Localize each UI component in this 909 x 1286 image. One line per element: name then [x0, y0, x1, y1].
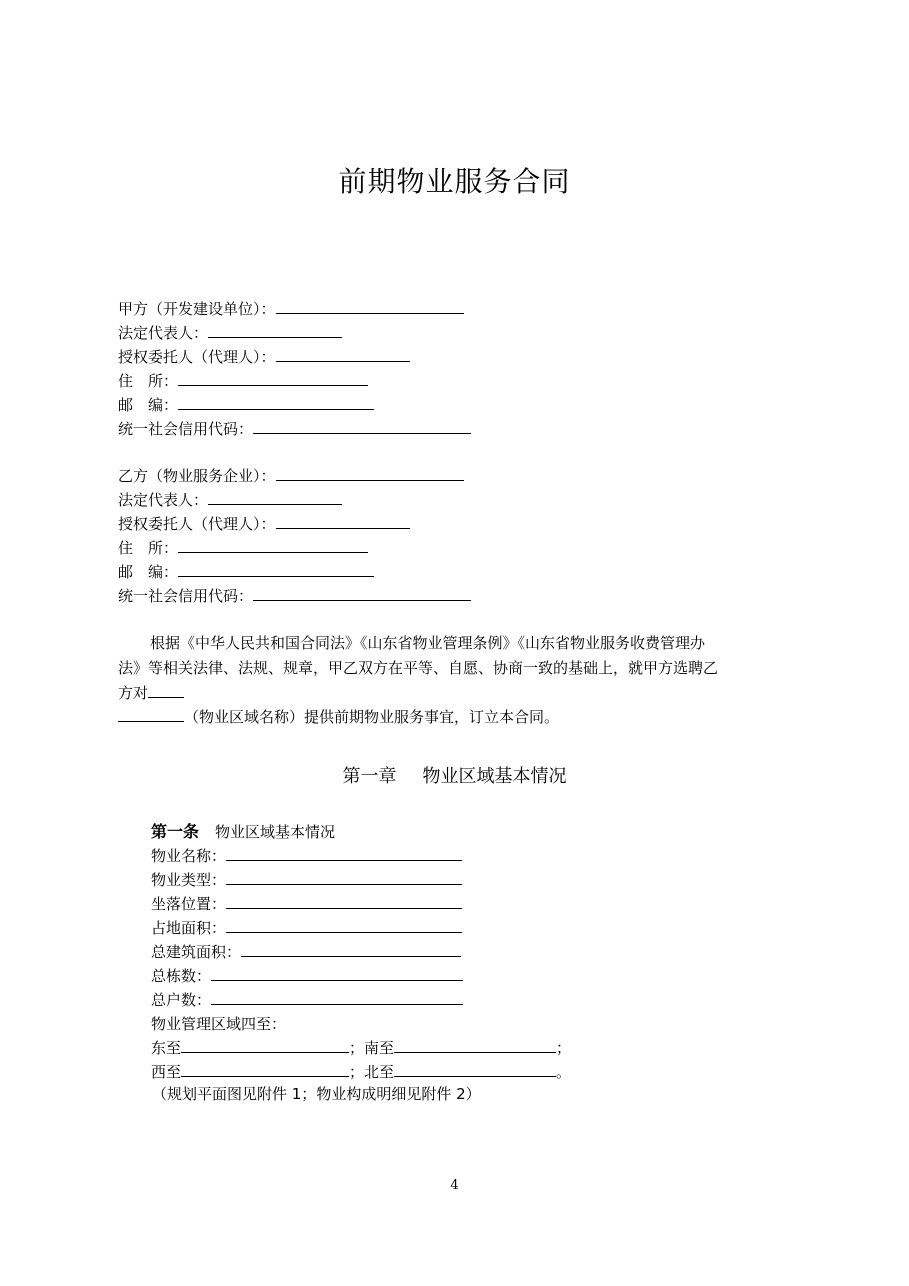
party-b-address-blank — [178, 538, 368, 553]
party-a-legal-rep-label: 法定代表人： — [118, 324, 209, 342]
field-property-type-label: 物业类型： — [151, 871, 227, 889]
party-b-credit-code — [118, 586, 471, 606]
field-buildings — [151, 966, 463, 986]
party-b-postcode-label: 邮 编： — [118, 563, 179, 581]
party-b-heading — [118, 466, 464, 486]
north-end: 。 — [556, 1063, 572, 1081]
intro-line-4-text: （物业区域名称）提供前期物业服务事宜，订立本合同。 — [184, 708, 560, 726]
party-a-agent-blank — [276, 347, 410, 362]
party-b-agent — [118, 514, 410, 534]
field-households — [151, 990, 463, 1010]
field-land-area-label: 占地面积： — [151, 919, 227, 937]
south-blank — [394, 1038, 556, 1053]
intro-line-4 — [118, 707, 559, 727]
party-b-address — [118, 538, 368, 558]
party-b-legal-rep-blank — [208, 490, 342, 505]
field-land-area — [151, 918, 462, 938]
field-property-name — [151, 846, 462, 866]
field-building-area-label: 总建筑面积： — [151, 943, 242, 961]
east-blank — [181, 1038, 349, 1053]
party-a-credit-code-blank — [253, 419, 471, 434]
party-b-agent-blank — [276, 514, 410, 529]
chapter-label: 第一章 — [342, 766, 397, 787]
intro-line-3-text: 方对 — [118, 684, 149, 702]
intro-line-3 — [118, 683, 184, 703]
party-b-legal-rep — [118, 490, 342, 510]
party-b-legal-rep-label: 法定代表人： — [118, 491, 209, 509]
party-b-postcode-blank — [178, 562, 374, 577]
party-a-postcode-blank — [178, 395, 374, 410]
party-a-address-blank — [178, 371, 368, 386]
party-b-address-label: 住 所： — [118, 539, 179, 557]
party-b-credit-code-blank — [253, 586, 471, 601]
field-location-blank — [226, 894, 462, 909]
south-label: ；南至 — [349, 1039, 395, 1057]
party-b-heading-label: 乙方（物业服务企业）： — [118, 467, 276, 485]
document-title: 前期物业服务合同 — [338, 165, 571, 198]
party-a-heading-label: 甲方（开发建设单位）： — [118, 300, 276, 318]
field-land-area-blank — [226, 918, 462, 933]
party-a-agent — [118, 347, 410, 367]
chapter-title: 物业区域基本情况 — [422, 766, 567, 787]
field-property-type-blank — [226, 870, 462, 885]
party-b-name-blank — [276, 466, 464, 481]
article-1-heading — [151, 822, 335, 842]
page-number: 4 — [450, 1178, 459, 1193]
party-a-agent-label: 授权委托人（代理人）： — [118, 348, 276, 366]
party-b-agent-label: 授权委托人（代理人）： — [118, 515, 276, 533]
party-a-legal-rep-blank — [208, 323, 342, 338]
chapter-heading — [0, 762, 909, 788]
party-a-postcode — [118, 395, 374, 415]
party-a-address-label: 住 所： — [118, 372, 179, 390]
area-name-blank-1 — [148, 683, 184, 698]
party-b-postcode — [118, 562, 374, 582]
field-building-area-blank — [241, 942, 461, 957]
west-label: 西至 — [151, 1063, 182, 1081]
party-a-credit-code — [118, 419, 471, 439]
field-building-area — [151, 942, 461, 962]
field-location — [151, 894, 462, 914]
intro-line-2: 法》等相关法律、法规、规章，甲乙双方在平等、自愿、协商一致的基础上，就甲方选聘乙 — [118, 659, 719, 677]
west-blank — [181, 1062, 349, 1077]
party-b-credit-code-label: 统一社会信用代码： — [118, 587, 254, 605]
party-a-name-blank — [276, 299, 464, 314]
attachment-note: （规划平面图见附件 1；物业构成明细见附件 2） — [152, 1085, 481, 1103]
field-property-name-blank — [226, 846, 462, 861]
field-boundaries: 物业管理区域四至： — [151, 1015, 287, 1033]
field-location-label: 坐落位置： — [151, 895, 227, 913]
party-a-credit-code-label: 统一社会信用代码： — [118, 420, 254, 438]
field-property-name-label: 物业名称： — [151, 847, 227, 865]
party-a-heading — [118, 299, 464, 319]
party-a-postcode-label: 邮 编： — [118, 396, 179, 414]
article-1-title: 物业区域基本情况 — [215, 823, 336, 841]
area-name-blank-2 — [118, 707, 184, 722]
north-label: ；北至 — [349, 1063, 395, 1081]
boundary-west-north — [151, 1062, 571, 1082]
intro-line-1: 根据《中华人民共和国合同法》《山东省物业管理条例》《山东省物业服务收费管理办 — [150, 634, 706, 652]
east-label: 东至 — [151, 1039, 182, 1057]
field-property-type — [151, 870, 462, 890]
article-1-label: 第一条 — [151, 822, 200, 841]
field-households-blank — [211, 990, 463, 1005]
north-blank — [394, 1062, 556, 1077]
south-end: ； — [556, 1039, 572, 1057]
field-households-label: 总户数： — [151, 991, 212, 1009]
party-a-legal-rep — [118, 323, 342, 343]
field-buildings-blank — [211, 966, 463, 981]
party-a-address — [118, 371, 368, 391]
boundary-east-south — [151, 1038, 571, 1058]
field-buildings-label: 总栋数： — [151, 967, 212, 985]
